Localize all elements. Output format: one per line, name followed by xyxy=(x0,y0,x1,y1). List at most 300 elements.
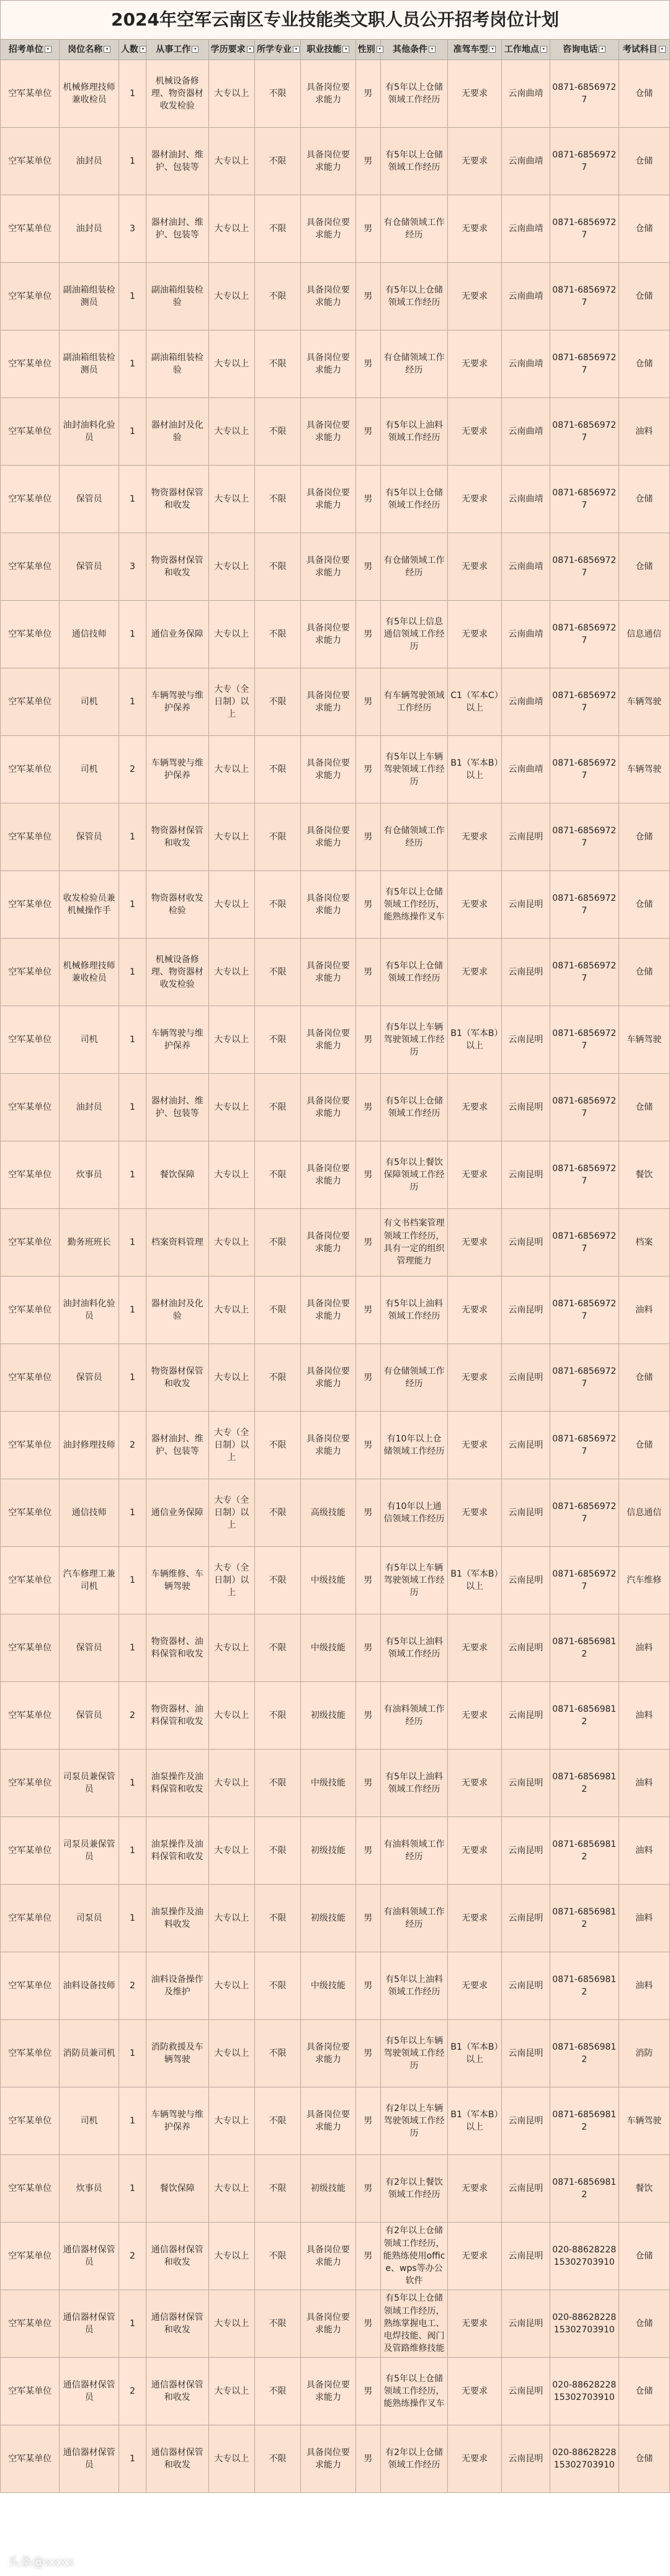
table-cell: 男 xyxy=(355,1006,380,1074)
table-row xyxy=(1,668,670,736)
column-header-label: 从事工作 xyxy=(156,44,191,55)
table-row xyxy=(1,736,670,803)
table-cell: 通信器材保管和收发 xyxy=(146,2223,208,2290)
table-cell: 020-88628228 15302703910 xyxy=(550,2223,619,2290)
column-header[interactable] xyxy=(380,40,448,60)
table-cell: 空军某单位 xyxy=(1,1750,60,1817)
column-header[interactable] xyxy=(208,40,254,60)
table-row xyxy=(1,2290,670,2358)
table-cell: 1 xyxy=(118,398,146,466)
table-cell: 无要求 xyxy=(448,398,501,466)
table-cell: 保管员 xyxy=(60,533,118,601)
table-row xyxy=(1,330,670,398)
table-cell: 有文书档案管理领域工作经历，具有一定的组织管理能力 xyxy=(380,1209,448,1277)
table-row xyxy=(1,871,670,939)
table-cell: 云南昆明 xyxy=(501,939,550,1006)
table-cell: 有5年以上车辆驾驶领域工作经历 xyxy=(380,1006,448,1074)
table-cell: 大专以上 xyxy=(208,466,254,533)
table-cell: 不限 xyxy=(254,668,300,736)
table-cell: 无要求 xyxy=(448,1682,501,1750)
table-cell: 空军某单位 xyxy=(1,1885,60,1952)
table-cell: 不限 xyxy=(254,2425,300,2493)
table-cell: 物资器材保管和收发 xyxy=(146,1344,208,1412)
table-cell: 云南昆明 xyxy=(501,2425,550,2493)
table-cell: 有5年以上仓储领域工作经历 xyxy=(380,1074,448,1141)
table-cell: 有仓储领域工作经历 xyxy=(380,330,448,398)
table-cell: 空军某单位 xyxy=(1,263,60,330)
table-cell: 云南曲靖 xyxy=(501,533,550,601)
table-cell: 有5年以上油料领域工作经历 xyxy=(380,398,448,466)
column-header[interactable] xyxy=(118,40,146,60)
table-cell: 无要求 xyxy=(448,1817,501,1885)
table-cell: 1 xyxy=(118,128,146,195)
table-cell: 云南昆明 xyxy=(501,871,550,939)
table-cell: 空军某单位 xyxy=(1,1006,60,1074)
table-cell: 有2年以上车辆驾驶领域工作经历 xyxy=(380,2087,448,2155)
table-cell: 保管员 xyxy=(60,1344,118,1412)
filter-dropdown-icon[interactable]: ▾ xyxy=(659,46,666,53)
table-cell: 副油箱组装检测员 xyxy=(60,263,118,330)
table-cell: 具备岗位要求能力 xyxy=(301,736,355,803)
column-header[interactable] xyxy=(301,40,355,60)
table-cell: 不限 xyxy=(254,398,300,466)
table-cell: 副油箱组装检测员 xyxy=(60,330,118,398)
table-cell: 司机 xyxy=(60,736,118,803)
table-cell: 0871-68569812 xyxy=(550,1682,619,1750)
column-header[interactable] xyxy=(448,40,501,60)
table-cell: 通信器材保管员 xyxy=(60,2290,118,2358)
table-cell: 仓储 xyxy=(619,2223,669,2290)
table-cell: 空军某单位 xyxy=(1,668,60,736)
table-row xyxy=(1,1344,670,1412)
table-cell: B1（军本B）以上 xyxy=(448,1006,501,1074)
table-cell: 餐饮 xyxy=(619,1141,669,1209)
table-cell: 男 xyxy=(355,1412,380,1479)
table-cell: 仓储 xyxy=(619,195,669,263)
table-cell: 男 xyxy=(355,263,380,330)
table-cell: 大专以上 xyxy=(208,1277,254,1344)
table-cell: 空军某单位 xyxy=(1,803,60,871)
column-header-label: 其他条件 xyxy=(393,44,428,55)
table-row xyxy=(1,1479,670,1547)
table-cell: 不限 xyxy=(254,1141,300,1209)
table-cell: 空军某单位 xyxy=(1,1209,60,1277)
table-cell: 男 xyxy=(355,2425,380,2493)
table-cell: 无要求 xyxy=(448,466,501,533)
table-cell: 通信业务保障 xyxy=(146,1479,208,1547)
filter-dropdown-icon[interactable]: ▾ xyxy=(247,46,254,53)
job-table xyxy=(0,39,670,2493)
table-cell: 1 xyxy=(118,1141,146,1209)
table-cell: 大专以上 xyxy=(208,533,254,601)
table-row xyxy=(1,939,670,1006)
table-cell: 具备岗位要求能力 xyxy=(301,2087,355,2155)
table-cell: 0871-68569727 xyxy=(550,330,619,398)
table-cell: 保管员 xyxy=(60,803,118,871)
table-cell: 男 xyxy=(355,1344,380,1412)
table-cell: 大专以上 xyxy=(208,1750,254,1817)
table-cell: 男 xyxy=(355,398,380,466)
table-cell: 大专以上 xyxy=(208,1885,254,1952)
table-cell: 车辆驾驶与维护保养 xyxy=(146,1006,208,1074)
table-cell: 云南昆明 xyxy=(501,2223,550,2290)
table-row xyxy=(1,2358,670,2425)
filter-dropdown-icon[interactable]: ▾ xyxy=(293,46,300,53)
table-cell: 有仓储领域工作经历 xyxy=(380,803,448,871)
table-row xyxy=(1,1547,670,1614)
table-cell: 0871-68569812 xyxy=(550,1885,619,1952)
table-cell: 0871-68569727 xyxy=(550,1006,619,1074)
table-cell: 男 xyxy=(355,128,380,195)
table-cell: 油料 xyxy=(619,1952,669,2020)
table-cell: 不限 xyxy=(254,803,300,871)
table-cell: 无要求 xyxy=(448,601,501,668)
table-cell: 有10年以上通信领域工作经历 xyxy=(380,1479,448,1547)
table-cell: 消防 xyxy=(619,2020,669,2087)
table-cell: 云南昆明 xyxy=(501,1682,550,1750)
table-cell: 空军某单位 xyxy=(1,1682,60,1750)
table-cell: 仓储 xyxy=(619,939,669,1006)
table-cell: 无要求 xyxy=(448,1277,501,1344)
table-cell: 不限 xyxy=(254,466,300,533)
table-cell: 0871-68569727 xyxy=(550,803,619,871)
table-cell: 无要求 xyxy=(448,2425,501,2493)
table-cell: 0871-68569727 xyxy=(550,533,619,601)
table-cell: 器材油封、维护、包装等 xyxy=(146,128,208,195)
table-cell: 有5年以上车辆驾驶领域工作经历 xyxy=(380,2020,448,2087)
table-cell: 大专以上 xyxy=(208,2425,254,2493)
table-cell: 有仓储领域工作经历 xyxy=(380,195,448,263)
table-cell: 空军某单位 xyxy=(1,2425,60,2493)
table-cell: 无要求 xyxy=(448,1209,501,1277)
table-cell: 0871-68569812 xyxy=(550,1750,619,1817)
table-cell: 空军某单位 xyxy=(1,533,60,601)
table-cell: 1 xyxy=(118,330,146,398)
table-cell: 1 xyxy=(118,939,146,1006)
table-cell: 0871-68569727 xyxy=(550,398,619,466)
table-cell: 有5年以上车辆驾驶领域工作经历 xyxy=(380,1547,448,1614)
table-cell: 具备岗位要求能力 xyxy=(301,2358,355,2425)
filter-dropdown-icon[interactable]: ▾ xyxy=(429,46,436,53)
filter-dropdown-icon[interactable]: ▾ xyxy=(45,46,51,53)
table-row xyxy=(1,1885,670,1952)
table-cell: 勤务班班长 xyxy=(60,1209,118,1277)
table-cell: 无要求 xyxy=(448,2223,501,2290)
table-cell: B1（军本B）以上 xyxy=(448,2020,501,2087)
table-cell: 物资器材保管和收发 xyxy=(146,466,208,533)
table-cell: 1 xyxy=(118,2425,146,2493)
table-cell: 0871-68569727 xyxy=(550,1479,619,1547)
table-row xyxy=(1,1412,670,1479)
table-row xyxy=(1,398,670,466)
table-cell: 大专以上 xyxy=(208,1952,254,2020)
column-header-label: 准驾车型 xyxy=(453,44,488,55)
table-cell: 有2年以上餐饮领域工作经历 xyxy=(380,2155,448,2223)
table-cell: 具备岗位要求能力 xyxy=(301,1074,355,1141)
table-cell: 具备岗位要求能力 xyxy=(301,195,355,263)
table-cell: 不限 xyxy=(254,2155,300,2223)
table-cell: 大专以上 xyxy=(208,398,254,466)
column-header-label: 人数 xyxy=(120,44,138,55)
table-cell: 不限 xyxy=(254,1547,300,1614)
table-cell: 大专以上 xyxy=(208,263,254,330)
table-cell: 1 xyxy=(118,1547,146,1614)
table-cell: 油泵操作及油料保管和收发 xyxy=(146,1817,208,1885)
table-cell: 具备岗位要求能力 xyxy=(301,601,355,668)
table-cell: 有5年以上油料领域工作经历 xyxy=(380,1952,448,2020)
column-header[interactable] xyxy=(619,40,669,60)
column-header-label: 岗位名称 xyxy=(68,44,103,55)
table-cell: 初级技能 xyxy=(301,1682,355,1750)
table-cell: 云南昆明 xyxy=(501,2020,550,2087)
table-cell: 有5年以上仓储领域工作经历，熟练掌握电工、电焊技能、阀门及管路维修技能 xyxy=(380,2290,448,2358)
table-cell: 男 xyxy=(355,2020,380,2087)
table-cell: 0871-68569727 xyxy=(550,736,619,803)
table-cell: 空军某单位 xyxy=(1,601,60,668)
filter-dropdown-icon[interactable]: ▾ xyxy=(489,46,496,53)
column-header[interactable] xyxy=(501,40,550,60)
table-cell: 不限 xyxy=(254,601,300,668)
column-header[interactable] xyxy=(550,40,619,60)
table-cell: 保管员 xyxy=(60,466,118,533)
table-cell: 炊事员 xyxy=(60,2155,118,2223)
filter-dropdown-icon[interactable]: ▾ xyxy=(140,46,146,53)
table-cell: 通信器材保管员 xyxy=(60,2425,118,2493)
table-cell: 男 xyxy=(355,601,380,668)
table-cell: 云南昆明 xyxy=(501,1006,550,1074)
table-cell: 0871-68569812 xyxy=(550,1952,619,2020)
table-cell: 大专以上 xyxy=(208,1141,254,1209)
table-cell: 不限 xyxy=(254,1952,300,2020)
table-cell: 0871-68569727 xyxy=(550,1074,619,1141)
table-cell: 大专以上 xyxy=(208,1344,254,1412)
column-header-label: 招考单位 xyxy=(8,44,43,55)
table-cell: 云南曲靖 xyxy=(501,398,550,466)
table-cell: 通信器材保管员 xyxy=(60,2223,118,2290)
table-cell: 有5年以上餐饮保障领域工作经历 xyxy=(380,1141,448,1209)
table-cell: 不限 xyxy=(254,1817,300,1885)
table-cell: 云南曲靖 xyxy=(501,263,550,330)
table-cell: 中级技能 xyxy=(301,1952,355,2020)
table-cell: 不限 xyxy=(254,2223,300,2290)
table-cell: 1 xyxy=(118,466,146,533)
table-cell: 车辆驾驶 xyxy=(619,1006,669,1074)
table-cell: 1 xyxy=(118,2087,146,2155)
table-cell: 0871-68569812 xyxy=(550,1817,619,1885)
table-cell: 油料设备技师 xyxy=(60,1952,118,2020)
table-cell: 男 xyxy=(355,533,380,601)
filter-dropdown-icon[interactable]: ▾ xyxy=(377,46,383,53)
filter-dropdown-icon[interactable]: ▾ xyxy=(540,46,547,53)
table-cell: 物资器材收发检验 xyxy=(146,871,208,939)
table-cell: 具备岗位要求能力 xyxy=(301,2223,355,2290)
table-row xyxy=(1,1952,670,2020)
table-cell: 空军某单位 xyxy=(1,1952,60,2020)
table-cell: 0871-68569727 xyxy=(550,668,619,736)
table-cell: 不限 xyxy=(254,1412,300,1479)
table-cell: 通信器材保管和收发 xyxy=(146,2358,208,2425)
filter-dropdown-icon[interactable]: ▾ xyxy=(342,46,349,53)
table-cell: 云南曲靖 xyxy=(501,330,550,398)
table-cell: 具备岗位要求能力 xyxy=(301,1209,355,1277)
table-cell: 有2年以上仓储领域工作经历，能熟练使用office、wps等办公软件 xyxy=(380,2223,448,2290)
table-cell: 云南曲靖 xyxy=(501,60,550,128)
table-cell: 不限 xyxy=(254,1277,300,1344)
table-cell: 有仓储领域工作经历 xyxy=(380,1344,448,1412)
table-cell: 男 xyxy=(355,1074,380,1141)
table-cell: 有5年以上仓储领域工作经历 xyxy=(380,263,448,330)
header-row xyxy=(1,40,670,60)
table-cell: 0871-68569727 xyxy=(550,1277,619,1344)
table-cell: 大专以上 xyxy=(208,939,254,1006)
table-cell: 空军某单位 xyxy=(1,2358,60,2425)
filter-dropdown-icon[interactable]: ▾ xyxy=(192,46,199,53)
table-cell: 无要求 xyxy=(448,195,501,263)
table-cell: 具备岗位要求能力 xyxy=(301,2020,355,2087)
table-cell: 无要求 xyxy=(448,1479,501,1547)
table-cell: 大专以上 xyxy=(208,736,254,803)
table-cell: 空军某单位 xyxy=(1,1817,60,1885)
table-cell: 有5年以上仓储领域工作经历，能熟练操作叉车 xyxy=(380,871,448,939)
table-cell: 男 xyxy=(355,2155,380,2223)
table-cell: 空军某单位 xyxy=(1,736,60,803)
table-cell: 空军某单位 xyxy=(1,1277,60,1344)
table-cell: 具备岗位要求能力 xyxy=(301,128,355,195)
table-cell: 器材油封及化验 xyxy=(146,398,208,466)
table-cell: 男 xyxy=(355,466,380,533)
table-cell: 大专（全日制）以上 xyxy=(208,668,254,736)
table-cell: 男 xyxy=(355,195,380,263)
table-cell: 男 xyxy=(355,60,380,128)
table-cell: 无要求 xyxy=(448,60,501,128)
table-cell: 不限 xyxy=(254,2020,300,2087)
table-cell: 信息通信 xyxy=(619,1479,669,1547)
table-cell: 无要求 xyxy=(448,2358,501,2425)
table-cell: 通信器材保管员 xyxy=(60,2358,118,2425)
table-cell: 保管员 xyxy=(60,1614,118,1682)
table-cell: 空军某单位 xyxy=(1,398,60,466)
table-cell: 有5年以上仓储领域工作经历 xyxy=(380,466,448,533)
table-cell: 司机 xyxy=(60,668,118,736)
table-cell: B1（军本B）以上 xyxy=(448,1547,501,1614)
table-cell: 不限 xyxy=(254,533,300,601)
table-cell: 云南昆明 xyxy=(501,1614,550,1682)
table-cell: 男 xyxy=(355,1750,380,1817)
table-cell: 物资器材、油料保管和收发 xyxy=(146,1682,208,1750)
column-header-label: 工作地点 xyxy=(504,44,539,55)
table-cell: 无要求 xyxy=(448,871,501,939)
table-cell: 男 xyxy=(355,1817,380,1885)
table-cell: 男 xyxy=(355,1682,380,1750)
column-header-label: 性别 xyxy=(357,44,375,55)
table-row xyxy=(1,2155,670,2223)
table-cell: 司泵员兼保管员 xyxy=(60,1817,118,1885)
table-cell: 有5年以上信息通信领域工作经历 xyxy=(380,601,448,668)
filter-dropdown-icon[interactable]: ▾ xyxy=(104,46,110,53)
table-cell: 车辆驾驶与维护保养 xyxy=(146,2087,208,2155)
table-cell: 男 xyxy=(355,736,380,803)
table-cell: 油封修理技师 xyxy=(60,1412,118,1479)
table-cell: 男 xyxy=(355,1885,380,1952)
table-cell: 男 xyxy=(355,2087,380,2155)
table-cell: 无要求 xyxy=(448,1952,501,2020)
table-cell: 0871-68569727 xyxy=(550,1209,619,1277)
table-cell: 云南昆明 xyxy=(501,803,550,871)
table-cell: 0871-68569812 xyxy=(550,2155,619,2223)
table-cell: 云南昆明 xyxy=(501,1885,550,1952)
table-cell: 油料 xyxy=(619,1750,669,1817)
table-cell: 空军某单位 xyxy=(1,2020,60,2087)
table-cell: 物资器材保管和收发 xyxy=(146,533,208,601)
table-cell: 云南昆明 xyxy=(501,1412,550,1479)
table-cell: 机械修理技师兼收检员 xyxy=(60,939,118,1006)
table-cell: 无要求 xyxy=(448,803,501,871)
table-cell: 仓储 xyxy=(619,803,669,871)
table-cell: 仓储 xyxy=(619,1074,669,1141)
table-cell: 0871-68569727 xyxy=(550,263,619,330)
table-cell: 男 xyxy=(355,1141,380,1209)
table-cell: 无要求 xyxy=(448,1074,501,1141)
table-cell: 0871-68569727 xyxy=(550,1344,619,1412)
column-header[interactable] xyxy=(60,40,118,60)
table-cell: 高级技能 xyxy=(301,1479,355,1547)
table-cell: 大专以上 xyxy=(208,803,254,871)
column-header[interactable] xyxy=(355,40,380,60)
column-header[interactable] xyxy=(1,40,60,60)
table-cell: 0871-68569727 xyxy=(550,128,619,195)
table-cell: 大专（全日制）以上 xyxy=(208,1412,254,1479)
table-cell: 车辆驾驶 xyxy=(619,2087,669,2155)
table-cell: 0871-68569727 xyxy=(550,1547,619,1614)
table-cell: 车辆驾驶 xyxy=(619,668,669,736)
table-cell: 有5年以上仓储领域工作经历 xyxy=(380,128,448,195)
table-cell: 男 xyxy=(355,871,380,939)
column-header[interactable] xyxy=(146,40,208,60)
table-cell: 云南昆明 xyxy=(501,2290,550,2358)
table-cell: 不限 xyxy=(254,939,300,1006)
table-cell: 副油箱组装检验 xyxy=(146,263,208,330)
column-header[interactable] xyxy=(254,40,300,60)
table-cell: 男 xyxy=(355,2358,380,2425)
table-cell: 大专以上 xyxy=(208,871,254,939)
table-cell: 大专以上 xyxy=(208,2290,254,2358)
table-cell: 云南曲靖 xyxy=(501,195,550,263)
table-cell: 油料设备操作及维护 xyxy=(146,1952,208,2020)
table-cell: 信息通信 xyxy=(619,601,669,668)
table-cell: 云南昆明 xyxy=(501,2087,550,2155)
table-cell: 男 xyxy=(355,668,380,736)
table-cell: 020-88628228 15302703910 xyxy=(550,2358,619,2425)
table-cell: 仓储 xyxy=(619,263,669,330)
table-row xyxy=(1,2020,670,2087)
table-cell: 油封员 xyxy=(60,195,118,263)
table-cell: 不限 xyxy=(254,128,300,195)
table-body xyxy=(1,60,670,2493)
table-cell: 具备岗位要求能力 xyxy=(301,668,355,736)
table-cell: 不限 xyxy=(254,195,300,263)
table-cell: 餐饮保障 xyxy=(146,2155,208,2223)
table-cell: 大专以上 xyxy=(208,1682,254,1750)
table-cell: 1 xyxy=(118,60,146,128)
table-cell: 男 xyxy=(355,330,380,398)
table-cell: 收发检验员兼机械操作手 xyxy=(60,871,118,939)
table-cell: 空军某单位 xyxy=(1,330,60,398)
table-cell: 空军某单位 xyxy=(1,1547,60,1614)
table-cell: 无要求 xyxy=(448,533,501,601)
table-cell: 1 xyxy=(118,263,146,330)
filter-dropdown-icon[interactable]: ▾ xyxy=(599,46,605,53)
table-cell: 有5年以上仓储领域工作经历 xyxy=(380,939,448,1006)
